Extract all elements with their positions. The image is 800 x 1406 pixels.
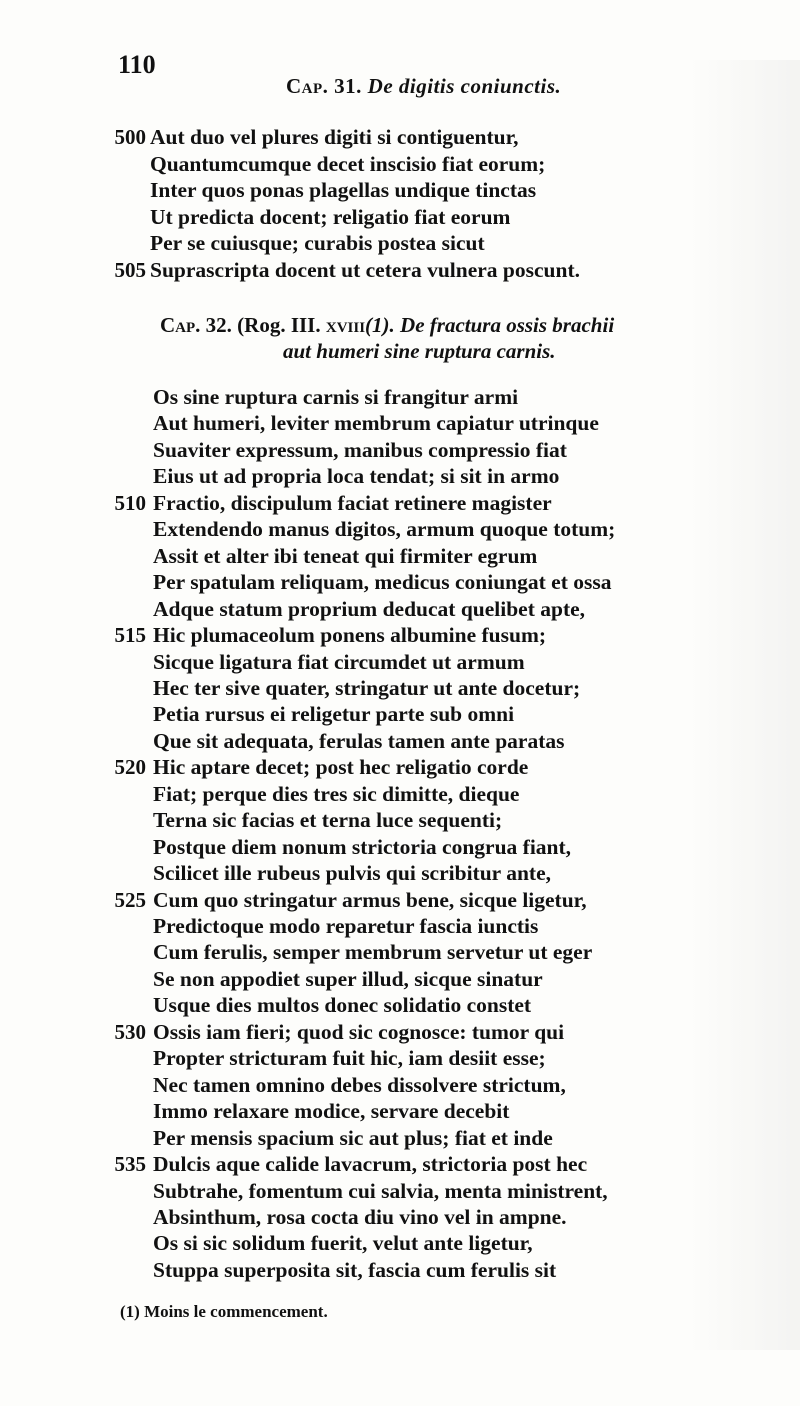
- footnote: [120, 1302, 328, 1322]
- line-number: 510: [114, 490, 146, 515]
- line-text: Hic plumaceolum ponens albumine fusum;: [153, 623, 547, 648]
- verse-line: [0, 1257, 800, 1283]
- section-reference-roman: xviii: [325, 313, 366, 337]
- verse-line: [0, 913, 800, 939]
- line-text: Os sine ruptura carnis si frangitur armi: [153, 385, 519, 409]
- line-text: Subtrahe, fomentum cui salvia, menta ministrent,: [153, 1178, 608, 1203]
- verse-line: [0, 516, 800, 542]
- line-text: Nec tamen omnino debes dissolvere strictum,: [153, 1072, 566, 1097]
- line-text: Extendendo manus digitos, armum quoque totum;: [153, 517, 616, 542]
- line-text: Aut duo vel plures digiti si contiguentur,: [150, 125, 519, 149]
- line-text: Ut predicta docent; religatio fiat eorum: [150, 204, 511, 229]
- line-text: Per spatulam reliquam, medicus coniungat et ossa: [153, 570, 612, 595]
- verse-line: [0, 490, 800, 516]
- line-text: Immo relaxare modice, servare decebit: [153, 1099, 510, 1124]
- section-prefix: Cap.: [160, 313, 201, 337]
- line-text: Postque diem nonum strictoria congrua fiant,: [153, 834, 572, 859]
- line-text: Dulcis aque calide lavacrum, strictoria post hec: [153, 1152, 588, 1177]
- line-text: Ossis iam fieri; quod sic cognosce: tumor qui: [153, 1019, 565, 1044]
- verse-line: [0, 649, 800, 675]
- line-text: Fiat; perque dies tres sic dimitte, dieque: [153, 781, 520, 806]
- header-chapter-name: De digitis coniunctis.: [367, 74, 562, 98]
- line-text: Propter stricturam fuit hic, iam desiit esse;: [153, 1046, 546, 1071]
- verse-line: [0, 1019, 800, 1045]
- line-number: 520: [114, 755, 146, 780]
- verse-line: [0, 966, 800, 992]
- verse-line: [0, 1098, 800, 1124]
- line-text: Usque dies multos donec solidatio constet: [153, 993, 532, 1018]
- verse-line: [0, 543, 800, 569]
- line-text: Fractio, discipulum faciat retinere magister: [153, 490, 552, 515]
- section-title-part-2: aut humeri sine ruptura carnis.: [283, 339, 556, 363]
- verse-line: [0, 151, 800, 177]
- verse-line: [0, 675, 800, 701]
- verse-line: [0, 1151, 800, 1177]
- header-chapter-title: [286, 74, 561, 99]
- line-text: Sicque ligatura fiat circumdet ut armum: [153, 649, 525, 674]
- line-text: Predictoque modo reparetur fascia iunctis: [153, 914, 539, 938]
- page-number: 110: [118, 50, 156, 79]
- verse-line: [0, 992, 800, 1018]
- line-number: 530: [114, 1019, 146, 1044]
- verse-line: [0, 204, 800, 230]
- running-head: [118, 50, 738, 98]
- line-text: Suaviter expressum, manibus compressio fiat: [153, 437, 567, 462]
- verse-line: [0, 410, 800, 436]
- verse-line: [0, 230, 800, 256]
- verse-line: [0, 177, 800, 203]
- verse-line: [0, 1230, 800, 1256]
- line-text: Scilicet ille rubeus pulvis qui scribitur ante,: [153, 861, 551, 886]
- verse-line: [0, 1178, 800, 1204]
- verse-line: [0, 754, 800, 780]
- line-text: Per mensis spacium sic aut plus; fiat et inde: [153, 1125, 553, 1150]
- line-text: Per se cuiusque; curabis postea sicut: [150, 231, 485, 256]
- verse-line: [0, 463, 800, 489]
- verse-line: [0, 701, 800, 727]
- verse-line: [0, 728, 800, 754]
- verse-line: [0, 596, 800, 622]
- line-text: Hec ter sive quater, stringatur ut ante docetur;: [153, 675, 581, 700]
- line-text: Inter quos ponas plagellas undique tinctas: [150, 178, 537, 203]
- header-chapter-prefix: Cap.: [286, 74, 329, 98]
- verse-line: [0, 1045, 800, 1071]
- section-heading-line-1: [160, 312, 614, 338]
- verse-line: [0, 124, 800, 150]
- verse-line: [0, 622, 800, 648]
- line-number: 500: [114, 125, 146, 149]
- line-text: Petia rursus ei religetur parte sub omni: [153, 702, 515, 727]
- verse-line: [0, 887, 800, 913]
- line-text: Os si sic solidum fuerit, velut ante ligetur,: [153, 1231, 533, 1256]
- section-reference-note: (1).: [365, 313, 395, 337]
- header-chapter-number: 31.: [334, 74, 362, 98]
- verse-line: [0, 569, 800, 595]
- line-text: Cum quo stringatur armus bene, sicque ligetur,: [153, 887, 587, 912]
- line-text: Quantumcumque decet inscisio fiat eorum;: [150, 151, 546, 176]
- line-number: 525: [114, 887, 146, 912]
- footnote-marker: (1): [120, 1302, 140, 1321]
- line-text: Adque statum proprium deducat quelibet apte,: [153, 596, 586, 621]
- verse-line: [0, 1204, 800, 1230]
- line-text: Eius ut ad propria loca tendat; si sit in armo: [153, 464, 560, 489]
- verse-line: [0, 437, 800, 463]
- verse-line: [0, 1072, 800, 1098]
- line-text: Hic aptare decet; post hec religatio corde: [153, 755, 529, 780]
- verse-line: [0, 781, 800, 807]
- footnote-text: Moins le commencement.: [144, 1302, 328, 1321]
- line-text: Absinthum, rosa cocta diu vino vel in ampne.: [153, 1204, 567, 1229]
- line-number: 505: [114, 258, 146, 282]
- line-text: Stuppa superposita sit, fascia cum ferulis sit: [153, 1257, 557, 1282]
- line-text: Suprascripta docent ut cetera vulnera poscunt.: [150, 258, 580, 282]
- line-number: 535: [114, 1152, 146, 1177]
- verse-line: [0, 257, 800, 283]
- line-text: Aut humeri, leviter membrum capiatur utrinque: [153, 411, 599, 436]
- verse-line: [0, 939, 800, 965]
- line-text: Que sit adequata, ferulas tamen ante paratas: [153, 728, 565, 753]
- section-title-part-1: De fractura ossis brachii: [400, 313, 615, 337]
- line-text: Terna sic facias et terna luce sequenti;: [153, 808, 503, 833]
- verse-line: [0, 860, 800, 886]
- section-number: 32.: [205, 313, 232, 337]
- verse-line: [0, 807, 800, 833]
- verse-line: [0, 384, 800, 410]
- verse-line: [0, 834, 800, 860]
- line-text: Cum ferulis, semper membrum servetur ut eger: [153, 940, 593, 965]
- line-text: Assit et alter ibi teneat qui firmiter egrum: [153, 543, 538, 568]
- line-text: Se non appodiet super illud, sicque sinatur: [153, 966, 543, 991]
- section-reference: (Rog. III.: [237, 313, 321, 337]
- line-number: 515: [114, 623, 146, 648]
- verse-line: [0, 1125, 800, 1151]
